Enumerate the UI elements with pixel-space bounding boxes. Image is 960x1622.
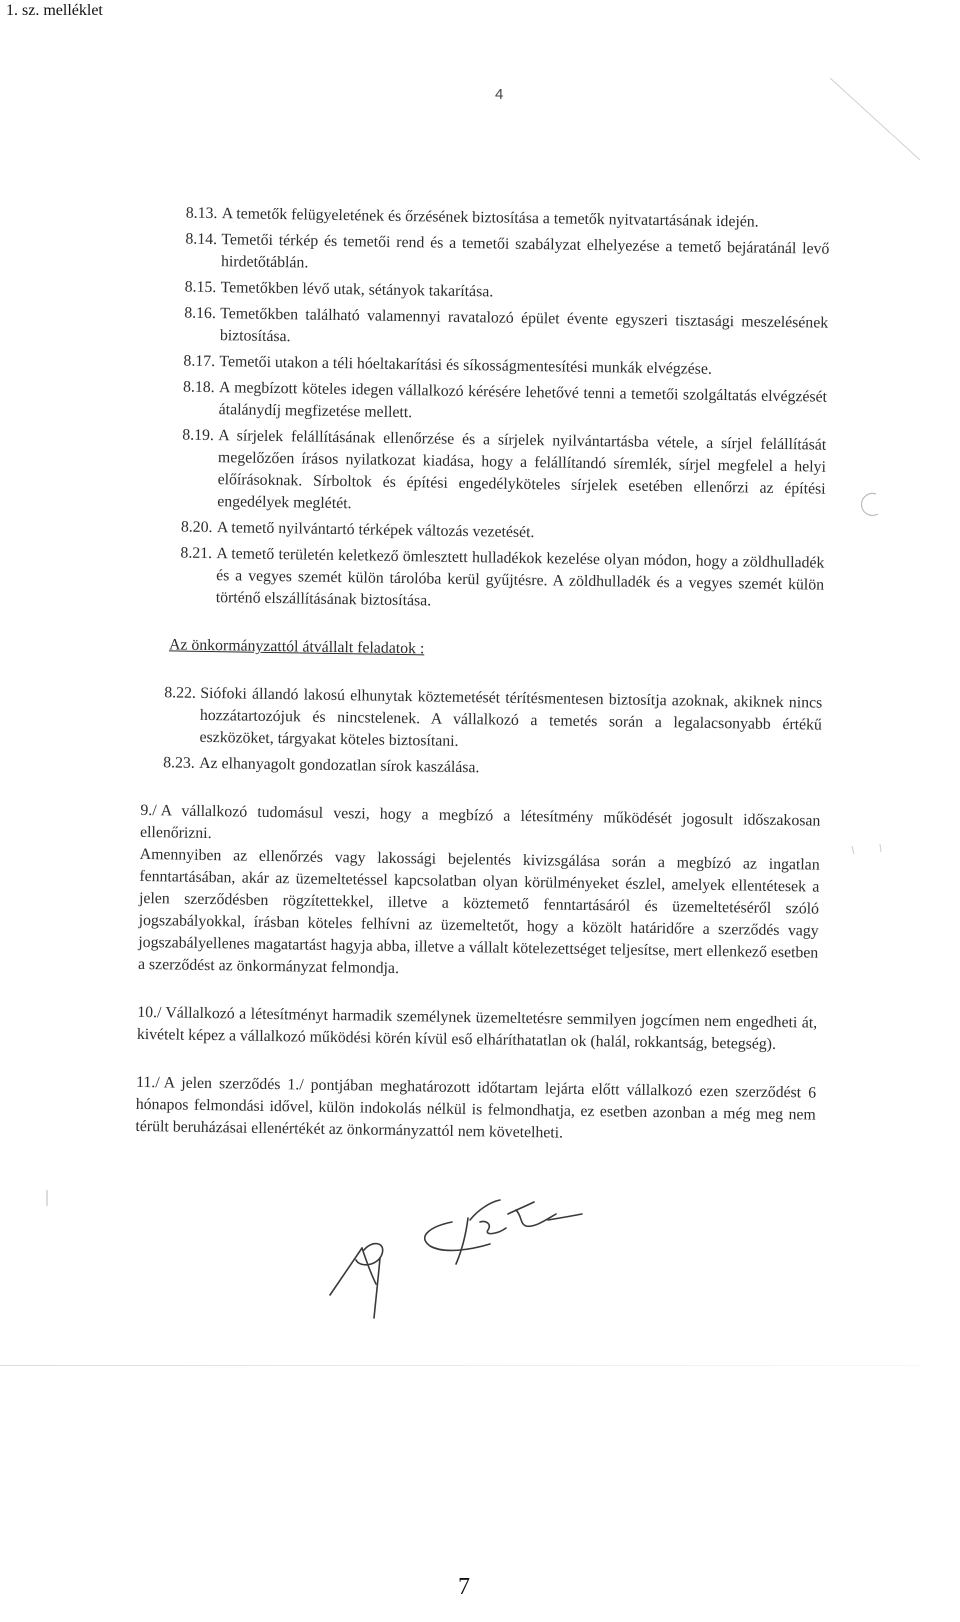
scanned-page <box>0 40 960 1380</box>
clause-text: A jelen szerződés 1./ pontjában meghatározott időtartam lejárta előtt vállalkozó ezen szerződést 6 hónapos felmondási idővel, külön indokolás nélkül is felmondhatja, ez esetben azonban a még meg nem térült beruházásai ellenértékét az önkormányzattól nem követelheti. <box>135 1074 817 1142</box>
clause-10 <box>137 1002 818 1057</box>
item-text: Temetőkben található valamennyi ravatalozó épület évente egyszeri tisztasági meszelésének biztosítása. <box>219 305 829 346</box>
list-item <box>185 229 830 283</box>
item-text: A temető területén keletkező ömlesztett hulladékok kezelése olyan módon, hogy a zöldhulladék és a vegyes szemét külön tárolóba kerül gyűjtésre. A zöldhulladék és a vegyes szemét külön történő elszállításának biztosítása. <box>215 545 825 610</box>
clause-number: 11./ <box>136 1073 160 1092</box>
item-number: 8.20. <box>180 518 213 537</box>
item-text: Temetői térkép és temetői rend és a temetői szabályzat elhelyezése a temető bejáratánál levő hirdetőtáblán. <box>220 231 830 272</box>
list-item <box>184 303 829 357</box>
item-number: 8.14. <box>185 230 218 249</box>
item-text: Siófoki állandó lakosú elhunytak köztemetését térítésmentesen biztosítja azoknak, akiknek nincs hozzátartozójuk és nincstelenek. A vállalkozó a temetés során a legalacsonyabb értékű eszközöket, tárgyakat köteles biztosítani. <box>199 684 823 750</box>
item-number: 8.17. <box>183 352 216 371</box>
margin-speck <box>850 840 890 860</box>
list-item <box>163 752 821 784</box>
clause-paragraph <box>135 1072 816 1149</box>
item-list-b <box>163 682 822 784</box>
footer-page-number: 7 <box>458 1574 470 1600</box>
clause-11 <box>135 1072 816 1149</box>
scan-page-edge <box>0 1365 920 1366</box>
clause-text: Vállalkozó a létesítményt harmadik személynek üzemeltetésre semmilyen jogcímen nem engedheti át, kivételt képez a vállalkozó működési körén kívül eső elháríthatatlan ok (halál, rokkantság, betegség). <box>136 1004 818 1053</box>
item-number: 8.16. <box>184 304 216 323</box>
clause-paragraph <box>137 1002 818 1057</box>
handwritten-signature <box>320 1180 640 1330</box>
margin-tick <box>44 1190 50 1210</box>
item-number: 8.22. <box>164 684 197 702</box>
list-item <box>163 682 822 758</box>
item-number: 8.15. <box>184 278 217 297</box>
item-number: 8.23. <box>163 754 195 772</box>
item-text: A megbízott köteles idegen vállalkozó kérésére lehetővé tenni a temetői szolgáltatás elvégzését átalánydíj megfizetése mellett. <box>218 379 828 422</box>
list-item <box>180 543 825 619</box>
clause-number: 10./ <box>137 1003 162 1022</box>
item-text: A sírjelek felállításának ellenőrzése és a sírjelek nyilvántartásba vétele, a sírjel felállítását megelőzően írásos nyilatkozat kiadása, hogy a felállítandó síremlék, sírjel megfelel a helyi előírásoknak. Sírboltok és építési engedélyköteles sírjelek esetében ellenőrzi az építési engedélyek meglétét. <box>217 427 827 513</box>
annex-label: 1. sz. melléklet <box>6 2 103 19</box>
scan-page-number: 4 <box>495 86 504 103</box>
scan-edge-shadow <box>830 70 930 170</box>
item-number: 8.21. <box>180 544 213 563</box>
item-list-a <box>180 203 830 619</box>
item-text: Temetői utakon a téli hóeltakarítási és síkosságmentesítési munkák elvégzése. <box>219 353 712 378</box>
clause-9 <box>138 800 821 987</box>
list-item <box>183 377 828 431</box>
item-text: Temetőkben lévő utak, sétányok takarítása. <box>220 279 494 301</box>
item-number: 8.18. <box>182 378 215 397</box>
clause-number: 9./ <box>140 801 157 820</box>
clause-paragraph-continued: Amennyiben az ellenőrzés vagy lakossági bejelentés kivizsgálása során a megbízó az ingatlan fenntartásában, akár az üzemeltetéssel kapcsolatban olyan körülményeket észlel, amelyek ellentétesek a jelen szerződésben rögzítettekkel, illetve a köztemető fenntartásáról és üzemeltetéséről szóló jogszabályokkal, írásban köteles felhívni az üzemeltetőt, hogy a közölt határidőre a szerződés vagy jogszabályellenes magatartást hagyja abba, illetve a vállalt kötelezettséget teljesítse, mert ellenkező esetben a szerződést az önkormányzat felmondja. <box>137 845 820 978</box>
section-heading: Az önkormányzattól átvállalt feladatok : <box>168 636 425 658</box>
hole-punch-mark <box>856 490 886 520</box>
item-text: A temetők felügyeletének és őrzésének biztosítása a temetők nyitvatartásának idején. <box>221 205 759 231</box>
item-number: 8.19. <box>182 426 215 445</box>
item-number: 8.13. <box>185 204 218 223</box>
item-text: Az elhanyagolt gondozatlan sírok kaszálása. <box>199 754 480 777</box>
clause-text: A vállalkozó tudomásul veszi, hogy a megbízó a létesítmény működését jogosult időszakosan ellenőrizni. <box>139 802 821 843</box>
document-body <box>135 202 830 1149</box>
item-text: A temető nyilvántartó térképek változás vezetését. <box>216 519 535 542</box>
list-item <box>181 425 826 523</box>
